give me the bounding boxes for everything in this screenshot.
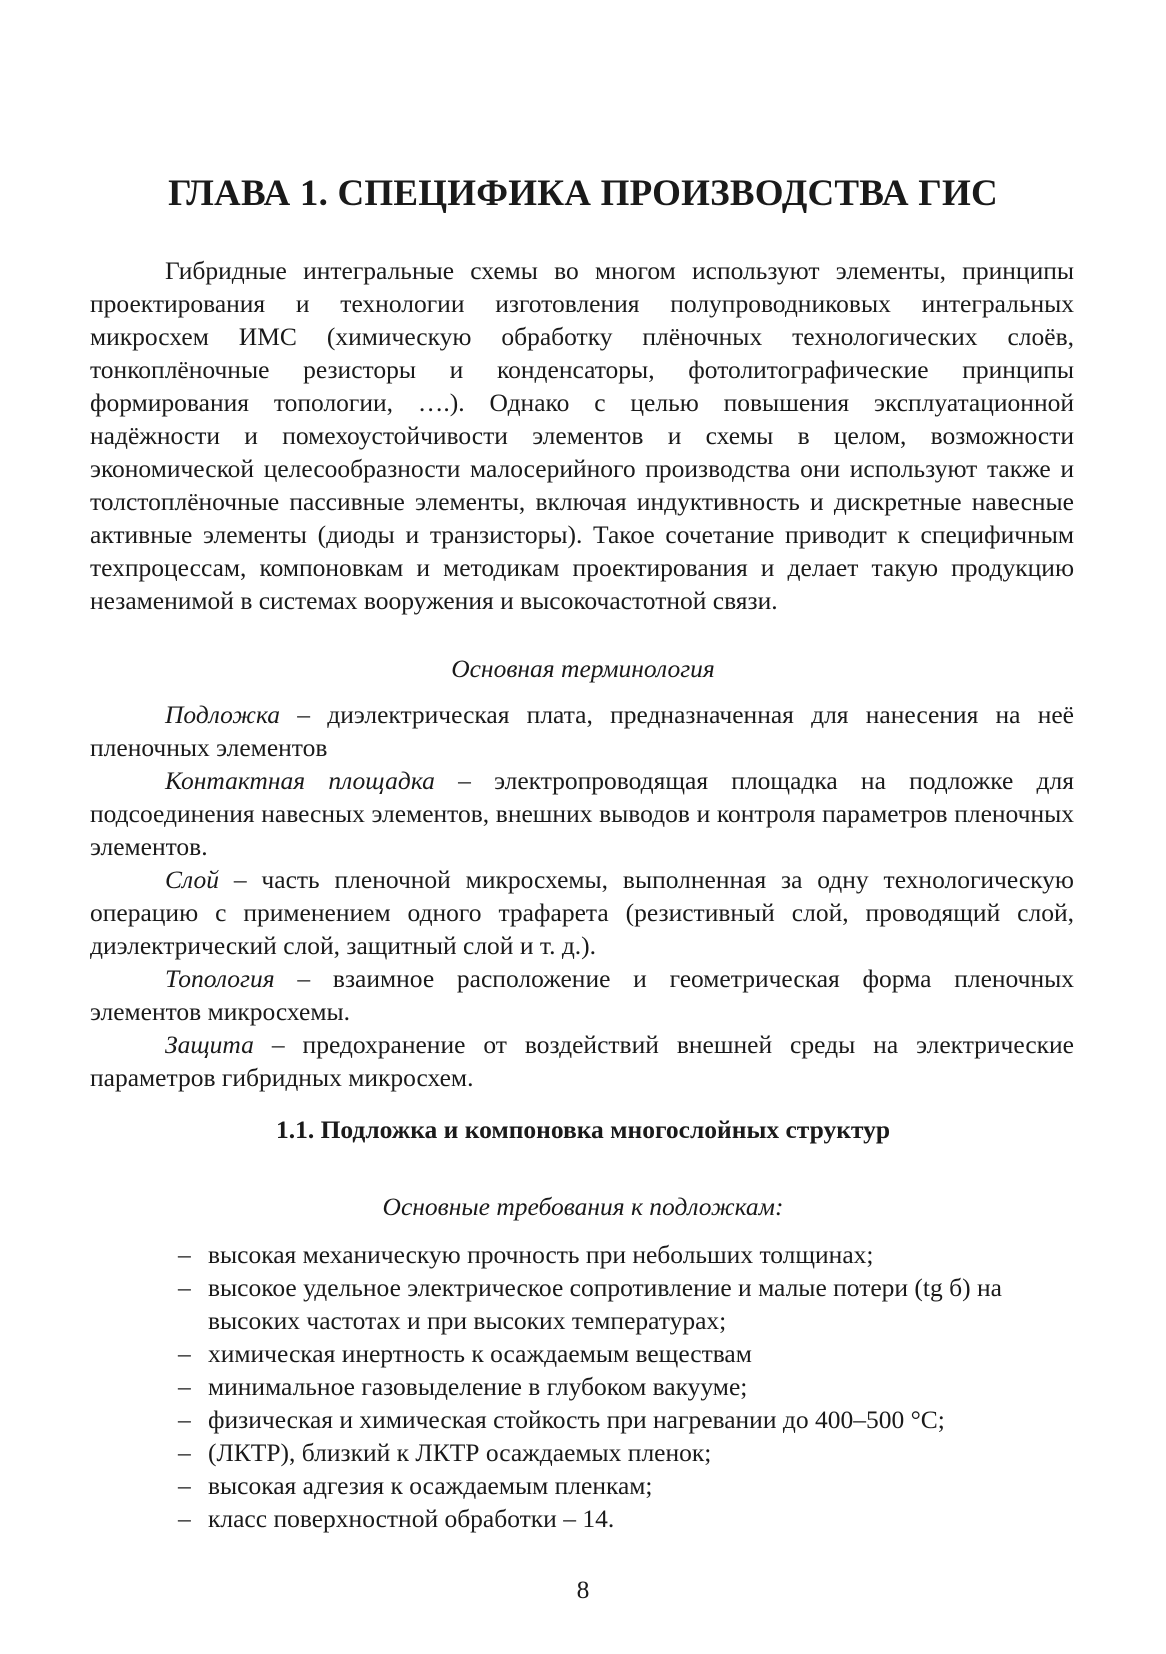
page-number: 8 <box>576 1575 590 1604</box>
term-name: Подложка <box>165 700 281 729</box>
dash-bullet: – <box>178 1405 191 1434</box>
list-item-text: минимальное газовыделение в глубоком вакууме; <box>208 1372 748 1401</box>
term-entry <box>90 698 1074 764</box>
dash-bullet: – <box>178 1240 191 1269</box>
term-definition: – предохранение от воздействий внешней среды на электрические параметров гибридных микросхем. <box>90 1030 1074 1092</box>
list-item-text: высокая адгезия к осаждаемым пленкам; <box>208 1471 653 1500</box>
terminology-list <box>90 698 1074 1094</box>
list-item-text: (ЛКТР), близкий к ЛКТР осаждаемых пленок; <box>208 1438 712 1467</box>
requirements-list <box>178 1238 1078 1535</box>
section-title: 1.1. Подложка и компоновка многослойных структур <box>275 1115 891 1144</box>
term-definition: – взаимное расположение и геометрическая форма пленочных элементов микросхемы. <box>90 964 1074 1026</box>
term-entry <box>90 962 1074 1028</box>
list-item-text: класс поверхностной обработки – 14. <box>208 1504 615 1533</box>
term-definition: – диэлектрическая плата, предназначенная для нанесения на неё пленочных элементов <box>90 700 1074 762</box>
list-item <box>178 1370 1078 1403</box>
list-item <box>178 1502 1078 1535</box>
term-name: Слой <box>165 865 219 894</box>
term-name: Топология <box>165 964 275 993</box>
list-item-text: высокая механическую прочность при небольших толщинах; <box>208 1240 874 1269</box>
dash-bullet: – <box>178 1471 191 1500</box>
chapter-title: ГЛАВА 1. СПЕЦИФИКА ПРОИЗВОДСТВА ГИС <box>168 173 998 214</box>
dash-bullet: – <box>178 1504 191 1533</box>
list-item-text: высокое удельное электрическое сопротивление и малые потери (tg б) на высоких частотах и при высоких температурах; <box>208 1273 1002 1335</box>
list-item-text: химическая инертность к осаждаемым веществам <box>208 1339 752 1368</box>
term-definition: – часть пленочной микросхемы, выполненная за одну технологическую операцию с применением одного трафарета (резистивный слой, проводящий слой, диэлектрический слой, защитный слой и т. д.). <box>90 865 1074 960</box>
term-name: Контактная площадка <box>165 766 435 795</box>
term-name: Защита <box>165 1030 254 1059</box>
dash-bullet: – <box>178 1438 191 1467</box>
list-item <box>178 1436 1078 1469</box>
list-item <box>178 1337 1078 1370</box>
term-entry <box>90 1028 1074 1094</box>
terminology-heading: Основная терминология <box>451 654 715 683</box>
list-item <box>178 1403 1078 1436</box>
term-entry <box>90 764 1074 863</box>
requirements-heading: Основные требования к подложкам: <box>382 1192 784 1221</box>
term-entry <box>90 863 1074 962</box>
intro-paragraph: Гибридные интегральные схемы во многом используют элементы, принципы проектирования и технологии изготовления полупроводниковых интегральных микросхем ИМС (химическую обработку плёночных технологических слоёв, тонкоплёночные резисторы и конденсаторы, фотолитографические принципы формирования топологии, ….). Однако с целью повышения эксплуатационной надёжности и помехоустойчивости элементов и схемы в целом, возможности экономической целесообразности малосерийного производства они используют также и толстоплёночные пассивные элементы, включая индуктивность и дискретные навесные активные элементы (диоды и транзисторы). Такое сочетание приводит к специфичным техпроцессам, компоновкам и методикам проектирования и делает такую продукцию незаменимой в системах вооружения и высокочастотной связи. <box>90 256 1074 615</box>
list-item <box>178 1469 1078 1502</box>
list-item-text: физическая и химическая стойкость при нагревании до 400–500 °С; <box>208 1405 945 1434</box>
dash-bullet: – <box>178 1339 191 1368</box>
list-item <box>178 1238 1078 1271</box>
term-definition: – электропроводящая площадка на подложке для подсоединения навесных элементов, внешних выводов и контроля параметров пленочных элементов. <box>90 766 1074 861</box>
list-item <box>178 1271 1078 1337</box>
dash-bullet: – <box>178 1372 191 1401</box>
dash-bullet: – <box>178 1273 191 1302</box>
